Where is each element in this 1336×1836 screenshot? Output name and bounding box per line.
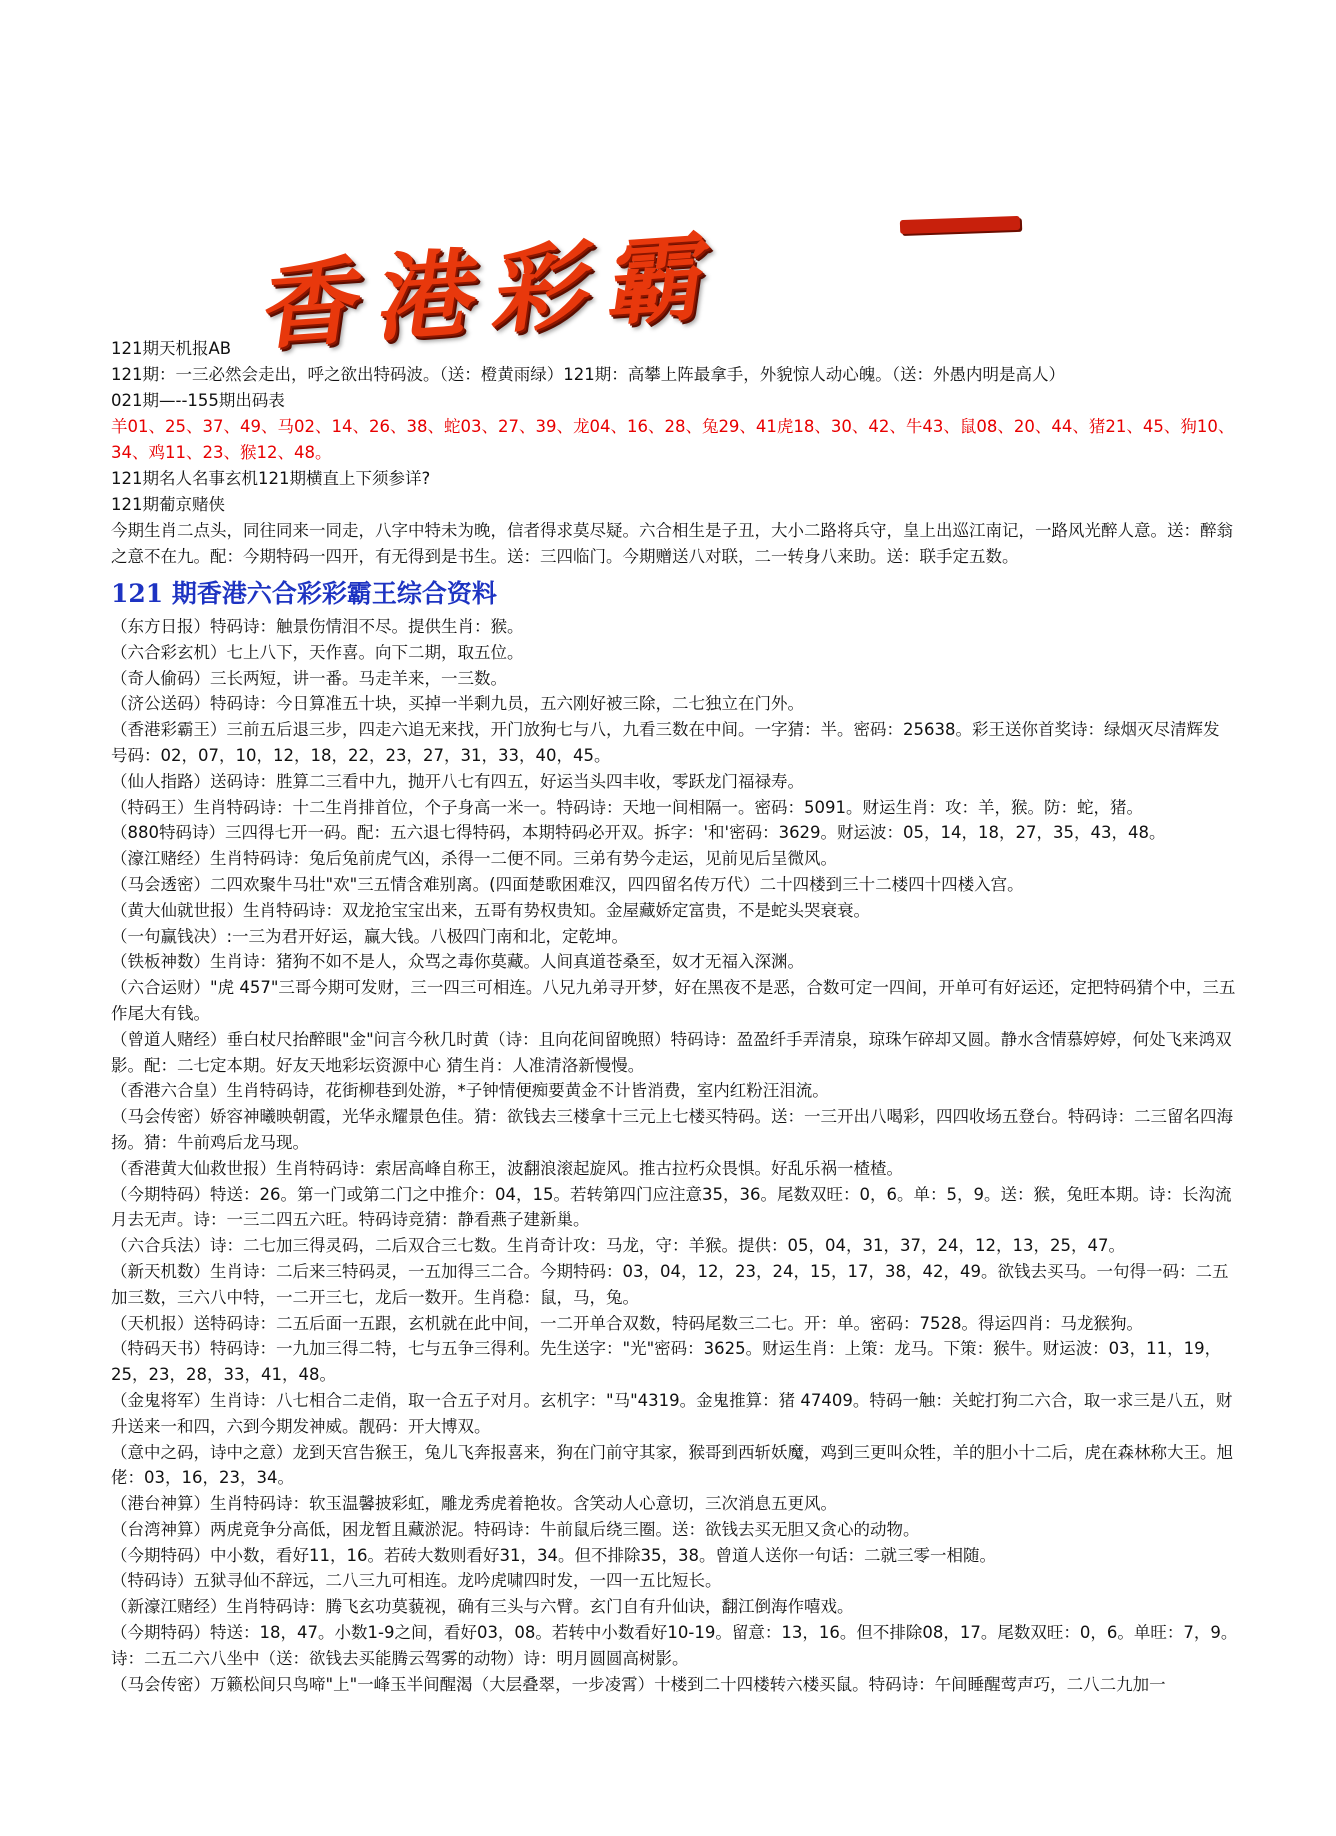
entry-list [111, 614, 1241, 1672]
list-item: （马会传密）娇容神曦映朝霞，光华永耀景色佳。猜：欲钱去三楼拿十三元上七楼买特码。送：一三开出八喝彩，四四收场五登台。特码诗：二三留名四海扬。猜：牛前鸡后龙马现。 [111, 1107, 1233, 1152]
zodiac-number-table: 羊01、25、37、49、马02、14、26、38、蛇03、27、39、龙04、16、28、兔29、41虎18、30、42、牛43、鼠08、20、44、猪21、45、狗10、34、鸡11、23、猴12、48。 [111, 417, 1235, 462]
list-item: （黄大仙就世报）生肖特码诗：双龙抢宝宝出来，五哥有势权贵知。金屋藏娇定富贵，不是蛇头哭衰衰。 [111, 900, 870, 920]
text-line: 021期—--155期出码表 [111, 391, 285, 410]
list-item: （港台神算）生肖特码诗：软玉温馨披彩虹，雕龙秀虎着艳妆。含笑动人心意切，三次消息五更风。 [111, 1494, 837, 1514]
list-item: （特码天书）特码诗：一九加三得二特，七与五争三得利。先生送字："光"密码：3625。财运生肖：上策：龙马。下策：猴牛。财运波：03，11，19，25，23，28，33，41，48。 [111, 1339, 1222, 1385]
banner-title: 香港彩霸 [256, 218, 734, 364]
list-item: （六合兵法）诗：二七加三得灵码，二后双合三七数。生肖奇计攻：马龙，守：羊猴。提供：05，04，31，37，24，12，13，25，47。 [111, 1236, 1125, 1256]
list-item: （济公送码）特码诗：今日算准五十块，买掉一半剩九员，五六刚好被三除，二七独立在门外。 [111, 694, 804, 714]
banner-decoration [900, 216, 1020, 234]
list-item: （特码王）生肖特码诗：十二生肖排首位，个子身高一米一。特码诗：天地一间相隔一。密码：5091。财运生肖：攻：羊，猴。防：蛇，猪。 [111, 797, 1143, 817]
list-item: （六合彩玄机）七上八下，天作喜。向下二期，取五位。 [111, 642, 524, 662]
list-item: （今期特码）中小数，看好11，16。若砖大数则看好31，34。但不排除35，38。曾道人送你一句话：二就三零一相随。 [111, 1545, 996, 1565]
cut-off-text: （马会传密）万籁松间只鸟啼"上"一峰玉半间醒渴（大层叠翠，一步凌霄）十楼到二十四楼转六楼买鼠。特码诗：午间睡醒莺声巧，二八二九加一 [111, 1675, 1166, 1694]
text-line: 121期葡京赌侠 [111, 495, 225, 514]
intro-block [111, 336, 1241, 570]
list-item: （曾道人赌经）垂白杖尺抬醉眼"金"问言今秋几时黄（诗：且向花间留晚照）特码诗：盈盈纤手弄清泉，琼珠乍碎却又圆。静水含情慕婷婷，何处飞来鸿双影。配：二七定本期。好友天地彩坛资源中心 猜生肖：人准清洛新慢慢。 [111, 1029, 1232, 1075]
section-title: 121 期香港六合彩彩霸王综合资料 [111, 579, 497, 608]
list-item: （仙人指路）送码诗：胜算二三看中九，抛开八七有四五，好运当头四丰收，零跃龙门福禄寿。 [111, 771, 804, 791]
list-item: （天机报）送特码诗：二五后面一五跟，玄机就在此中间，一二开单合双数，特码尾数三二七。开：单。密码：7528。得运四肖：马龙猴狗。 [111, 1313, 1143, 1333]
text-line: 121期天机报AB [111, 339, 232, 358]
list-item: （880特码诗）三四得七开一码。配：五六退七得特码，本期特码必开双。拆字：'和'密码：3629。财运波：05，14，18，27，35，43，48。 [111, 823, 1166, 843]
list-item: （一句赢钱决）:一三为君开好运，赢大钱。八极四门南和北，定乾坤。 [111, 926, 629, 946]
list-item: （新天机数）生肖诗：二后来三特码灵，一五加得三二合。今期特码：03，04，12，23，24，15，17，38，42，49。欲钱去买马。一句得一码：二五加三数，三六八中特，一二开三七，龙后一数开。生肖稳：鼠，马，兔。 [111, 1261, 1229, 1307]
list-item: （濠江赌经）生肖特码诗：兔后兔前虎气凶，杀得一二便不同。三弟有势今走运，见前见后呈微风。 [111, 849, 837, 869]
list-item: （今期特码）特送：26。第一门或第二门之中推介：04，15。若转第四门应注意35，36。尾数双旺：0，6。单：5，9。送：猴，兔旺本期。诗：长沟流月去无声。诗：一三二四五六旺。特码诗竞猜：静看燕子建新巢。 [111, 1184, 1232, 1230]
list-item: （东方日报）特码诗：触景伤情泪不尽。提供生肖：猴。 [111, 617, 524, 636]
list-item: （今期特码）特送：18，47。小数1-9之间，看好03，08。若转中小数看好10-19。留意：13，16。但不排除08，17。尾数双旺：0，6。单旺：7，9。诗：二五二六八坐中（送：欲钱去买能腾云驾雾的动物）诗：明月圆圆高树影。 [111, 1623, 1238, 1668]
list-item: （香港黄大仙救世报）生肖特码诗：索居高峰自称王，波翻浪滚起旋风。推古拉朽众畏惧。好乱乐祸一楂楂。 [111, 1158, 903, 1178]
list-item: （马会透密）二四欢聚牛马壮"欢"三五情含难别离。(四面楚歌困难汉，四四留名传万代）二十四楼到三十二楼四十四楼入宫。 [111, 874, 1024, 894]
list-item: （意中之码，诗中之意）龙到天宫告猴王，兔儿飞奔报喜来，狗在门前守其家，猴哥到西斩妖魔，鸡到三更叫众牲，羊的胆小十二后，虎在森林称大王。旭佬：03，16，23，34。 [111, 1442, 1233, 1488]
list-item: （奇人偷码）三长两短，讲一番。马走羊来，一三数。 [111, 668, 507, 688]
text-line: 121期：一三必然会走出，呼之欲出特码波。（送：橙黄雨绿）121期：高攀上阵最拿手，外貌惊人动心魄。（送：外愚内明是高人） [111, 365, 1065, 384]
list-item: （香港彩霸王）三前五后退三步，四走六追无来找，开门放狗七与八，九看三数在中间。一字猜：半。密码：25638。彩王送你首奖诗：绿烟灭尽清辉发 号码：02，07，10，12，18，22，23，27，31，33，40，45。 [111, 720, 1220, 765]
list-item: （特码诗）五狱寻仙不辞远，二八三九可相连。龙吟虎啸四时发，一四一五比短长。 [111, 1571, 722, 1591]
text-line: 121期名人名事玄机121期横直上下须参详? [111, 469, 431, 488]
list-item: （铁板神数）生肖诗：猪狗不如不是人，众骂之毒你莫藏。人间真道苍桑至，奴才无福入深渊。 [111, 952, 804, 972]
list-item: （金鬼将军）生肖诗：八七相合二走俏，取一合五子对月。玄机字："马"4319。金鬼推算：猪 47409。特码一触：关蛇打狗二六合，取一求三是八五，财升送来一和四，六到今期发神威。靓码：开大博双。 [111, 1390, 1233, 1436]
list-item: （新濠江赌经）生肖特码诗：腾飞玄功莫藐视，确有三头与六臂。玄门自有升仙诀，翻江倒海作嘻戏。 [111, 1597, 854, 1617]
banner-logo [256, 212, 1000, 364]
text-paragraph: 今期生肖二点头，同往同来一同走，八字中特未为晚，信者得求莫尽疑。六合相生是子丑，大小二路将兵守，皇上出巡江南记，一路风光醉人意。送：醉翁之意不在九。配：今期特码一四开，有无得到是书生。送：三四临门。今期赠送八对联，二一转身八来助。送：联手定五数。 [111, 521, 1233, 566]
list-item: （台湾神算）两虎竟争分高低，困龙暂且藏淤泥。特码诗：牛前鼠后绕三圈。送：欲钱去买无胆又贪心的动物。 [111, 1519, 920, 1539]
list-item: （香港六合皇）生肖特码诗，花街柳巷到处游，*子钟情便痴要黄金不计皆消费，室内红粉汪泪流。 [111, 1081, 829, 1101]
cut-off-line [111, 1675, 1241, 1696]
list-item: （六合运财）"虎 457"三哥今期可发财，三一四三可相连。八兄九弟寻开梦，好在黑夜不是恶，合数可定一四间，开单可有好运还，定把特码猜个中，三五作尾大有钱。 [111, 978, 1236, 1023]
